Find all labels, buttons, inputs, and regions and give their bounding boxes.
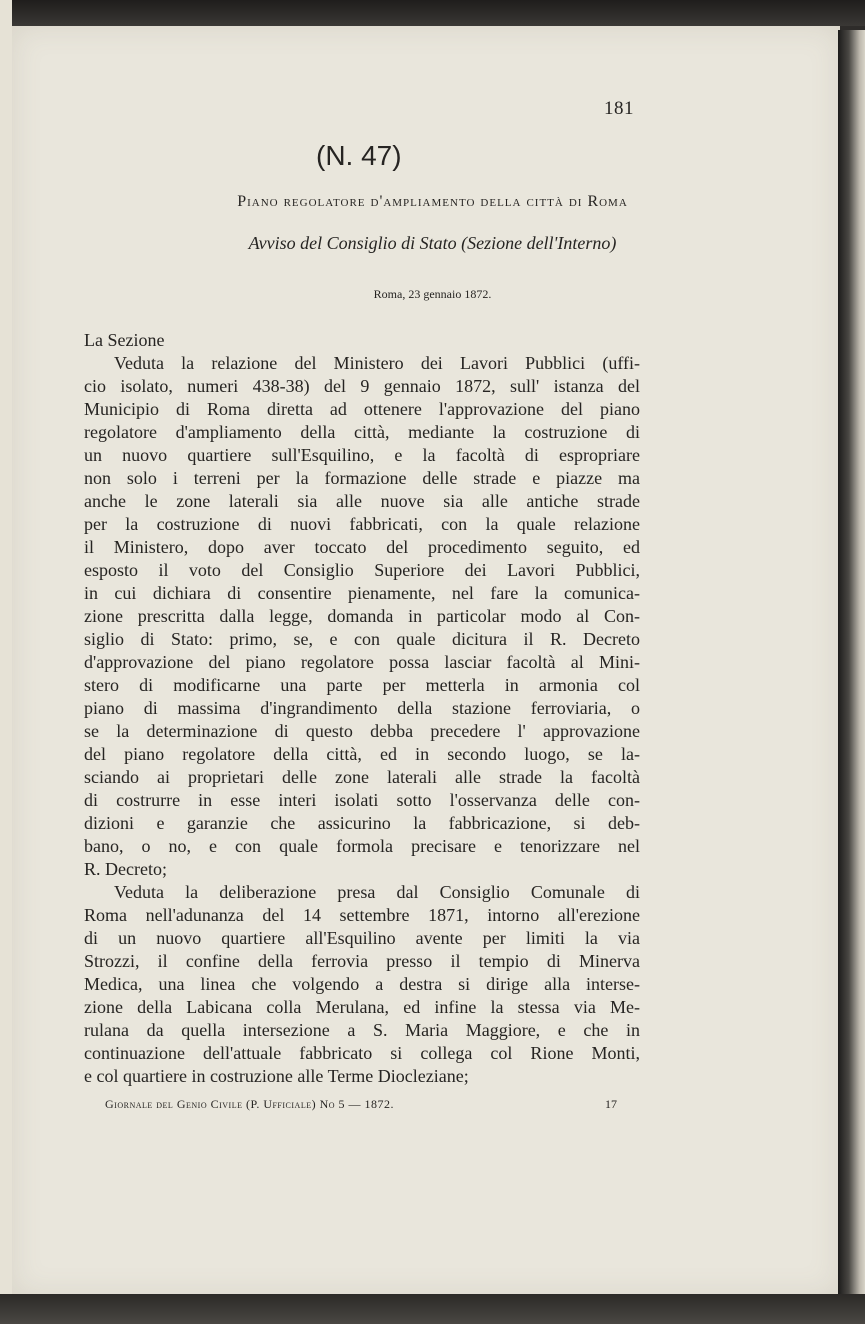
body-line: anche le zone laterali sia alle nuove sia alle antiche strade (84, 491, 640, 511)
document-heading: Piano regolatore d'ampliamento della città di Roma (237, 193, 628, 210)
body-line: Municipio di Roma diretta ad ottenere l'approvazione del piano (84, 399, 640, 419)
page-number: 181 (604, 98, 634, 119)
body-line: Veduta la relazione del Ministero dei Lavori Pubblici (uffi- (114, 353, 640, 373)
body-line: Strozzi, il confine della ferrovia presso il tempio di Minerva (84, 951, 640, 971)
body-line: di un nuovo quartiere all'Esquilino avente per limiti la via (84, 928, 640, 948)
body-line: Roma nell'adunanza del 14 settembre 1871, intorno all'erezione (84, 905, 640, 925)
body-line: Veduta la deliberazione presa dal Consiglio Comunale di (114, 882, 640, 902)
scan-top-border (0, 0, 865, 26)
body-line: cio isolato, numeri 438-38) del 9 gennaio 1872, sull' istanza del (84, 376, 640, 396)
body-line: di costrurre in esse interi isolati sotto l'osservanza delle con- (84, 790, 640, 810)
body-line: in cui dichiara di consentire pienamente, nel fare la comunica- (84, 583, 640, 603)
body-line: non solo i terreni per la formazione delle strade e piazze ma (84, 468, 640, 488)
body-line: stero di modificarne una parte per metterla in armonia col (84, 675, 640, 695)
body-line: sciando ai proprietari delle zone laterali alle strade la facoltà (84, 767, 640, 787)
body-line: se la determinazione di questo debba precedere l' approvazione (84, 721, 640, 741)
body-line: zione prescritta dalla legge, domanda in particolar modo al Con- (84, 606, 640, 626)
body-line: un nuovo quartiere sull'Esquilino, e la facoltà di espropriare (84, 445, 640, 465)
body-line: il Ministero, dopo aver toccato del procedimento seguito, ed (84, 537, 640, 557)
book-gutter-edge (838, 30, 865, 1296)
body-line: d'approvazione del piano regolatore possa lasciar facoltà al Mini- (84, 652, 640, 672)
signature-mark: 17 (605, 1097, 617, 1111)
body-line: continuazione dell'attuale fabbricato si collega col Rione Monti, (84, 1043, 640, 1063)
body-line: siglio di Stato: primo, se, e con quale dicitura il R. Decreto (84, 629, 640, 649)
journal-footnote: Giornale del Genio Civile (P. Ufficiale) No 5 — 1872. (105, 1097, 395, 1111)
scan-bottom-border (0, 1294, 865, 1324)
body-text (84, 329, 640, 1088)
body-line: R. Decreto; (84, 859, 167, 879)
body-line: La Sezione (84, 330, 165, 350)
document-number: (N. 47) (316, 140, 402, 171)
body-line: esposto il voto del Consiglio Superiore dei Lavori Pubblici, (84, 560, 640, 580)
body-line: e col quartiere in costruzione alle Terme Diocleziane; (84, 1066, 469, 1086)
page-footer (105, 1097, 617, 1112)
body-line: zione della Labicana colla Merulana, ed infine la stessa via Me- (84, 997, 640, 1017)
body-line: piano di massima d'ingrandimento della stazione ferroviaria, o (84, 698, 640, 718)
body-line: Medica, una linea che volgendo a destra si dirige alla interse- (84, 974, 640, 994)
body-line: per la costruzione di nuovi fabbricati, con la quale relazione (84, 514, 640, 534)
document-subheading: Avviso del Consiglio di Stato (Sezione dell'Interno) (248, 233, 617, 253)
dateline: Roma, 23 gennaio 1872. (373, 287, 492, 301)
body-line: bano, o no, e con quale formola precisare e tenorizzare nel (84, 836, 640, 856)
body-line: del piano regolatore della città, ed in secondo luogo, se la- (84, 744, 640, 764)
body-line: dizioni e garanzie che assicurino la fabbricazione, si deb- (84, 813, 640, 833)
body-line: rulana da quella intersezione a S. Maria Maggiore, e che in (84, 1020, 640, 1040)
body-line: regolatore d'ampliamento della città, mediante la costruzione di (84, 422, 640, 442)
